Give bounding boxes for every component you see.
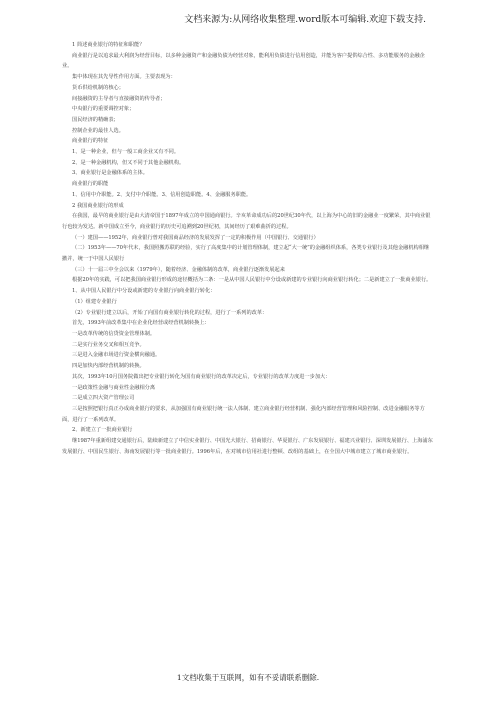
paragraph: 一是改革传统的信贷资金管理体制。 — [72, 330, 156, 337]
paragraph: 继1987年重新组建交通银行后，陆续新建立了中信实业银行、中国光大银行、招商银行、华夏银行、广东发展银行、福建兴业银行、深圳发展银行、上海浦东发展银行、中国民生银行、海南发展银行等一批商业银行。1996年后，在对城市信用社进行整顿、改组的基础上，在全国大中城市建立了城市商业银行。 — [62, 438, 433, 455]
paragraph: 其次，1993年10月国务院做出把专业银行转化为国有商业银行的改革决定后，专业银行的改革力度进一步加大： — [72, 373, 331, 380]
paragraph: 1 简述商业银行的特征和职能？ — [72, 42, 145, 48]
paragraph: 二是成立四大资产管理公司 — [72, 395, 135, 402]
paragraph: 商业银行的特征 — [72, 138, 109, 145]
paragraph: 根据20年的实践，可以把我国商业银行形成的途径概括为二条：一是从中国人民银行中分设或新建的专业银行向商业银行转化；二是新建立了一批商业银行。 — [72, 277, 432, 284]
paragraph: 中央银行的重要调控对象； — [72, 106, 135, 113]
paragraph: （二）1953年——70年代末，我国照搬苏联的经验，实行了高度集中的计划管理体制，建立起“大一统”的金融组织体系，各类专业银行及其他金融机构相继撤并，统一于中国人民银行 — [62, 245, 430, 263]
paragraph: （1）组建专业银行 — [72, 298, 117, 305]
paragraph: 在我国，最早的商业银行是由大清帝国于1897年成立的中国通商银行。辛亥革命成功后的20世纪30年代，以上海为中心的旧的金融业一度繁荣，其中商业银行也较为发达。新中国成立至今，商业银行的历史可追溯到20世纪初，其间经历了艰难曲折的过程。 — [62, 213, 431, 230]
paragraph: 三是按照把银行真正办成商业银行的要求，从加强国有商业银行统一法人体制、建立商业银行经营机制、强化内部经营管理和风险控制、改进金融服务等方面，进行了一系列改革。 — [62, 405, 425, 423]
paragraph: 一是政策性金融与商业性金融相分离 — [72, 384, 156, 391]
paragraph: 控制企业的最佳人选。 — [72, 127, 124, 134]
paragraph: 2、是一种金融机构，但又不同于其他金融机构。 — [72, 159, 185, 166]
document-body — [62, 40, 434, 457]
paragraph: 四是加快内部经营机制的转换。 — [72, 363, 145, 370]
paragraph: 国民经济的精确表； — [72, 116, 119, 123]
paragraph: 2、新建立了一批商业银行 — [72, 427, 133, 434]
paragraph: 1、是一种企业，但与一般工商企业又有不同。 — [72, 149, 180, 156]
paragraph: 货币供给机制的核心； — [72, 84, 124, 91]
paragraph: （三）十一届三中全会以来（1979年），随着经济、金融体制的改革，商业银行逐渐发展起来 — [72, 266, 285, 273]
paragraph: 集中体现在其先导性作用方面。主要表现为： — [72, 74, 176, 81]
paragraph: （一）建国——1952年，商业银行曾对我国商品经济的发展发挥了一定的积极作用（中国银行、交通银行） — [72, 234, 319, 241]
paragraph: 间接融资的主导者与直接融资的传导者； — [72, 95, 166, 102]
page-footer: 1文档收集于互联网，如有不妥请联系删除. — [176, 673, 320, 682]
paragraph: 3、商业银行是金融体系的主体。 — [72, 170, 148, 177]
paragraph: 首先，1993年前改革集中在企业化经营或经营机制转换上： — [72, 320, 210, 327]
paragraph: 二是实行业务交叉和相互竞争。 — [72, 341, 145, 348]
paragraph: 1、从中国人民银行中分设或新建的专业银行向商业银行转化： — [72, 288, 216, 295]
paragraph: 2 我国商业银行的形成 — [72, 202, 124, 209]
page-header: 文档来源为:从网络收集整理.word版本可编辑.欢迎下载支持. — [184, 15, 426, 25]
paragraph: 商业银行是以追求最大利润为经营目标，以多种金融资产和金融负债为经营对象，能利用负债进行信用创造，并能为客户提供综合性、多功能服务的金融企业。 — [62, 52, 425, 70]
paragraph: 1、信用中介职能。2、支付中介职能。3、信用创造职能。4、金融服务职能。 — [72, 191, 252, 198]
paragraph: 三是进入金融市场进行资金横向融通。 — [72, 352, 161, 359]
paragraph: 商业银行的职能 — [72, 181, 109, 188]
paragraph: （2）专业银行建立以后，开始了向国有商业银行转化的过程，进行了一系列的改革： — [72, 309, 268, 316]
